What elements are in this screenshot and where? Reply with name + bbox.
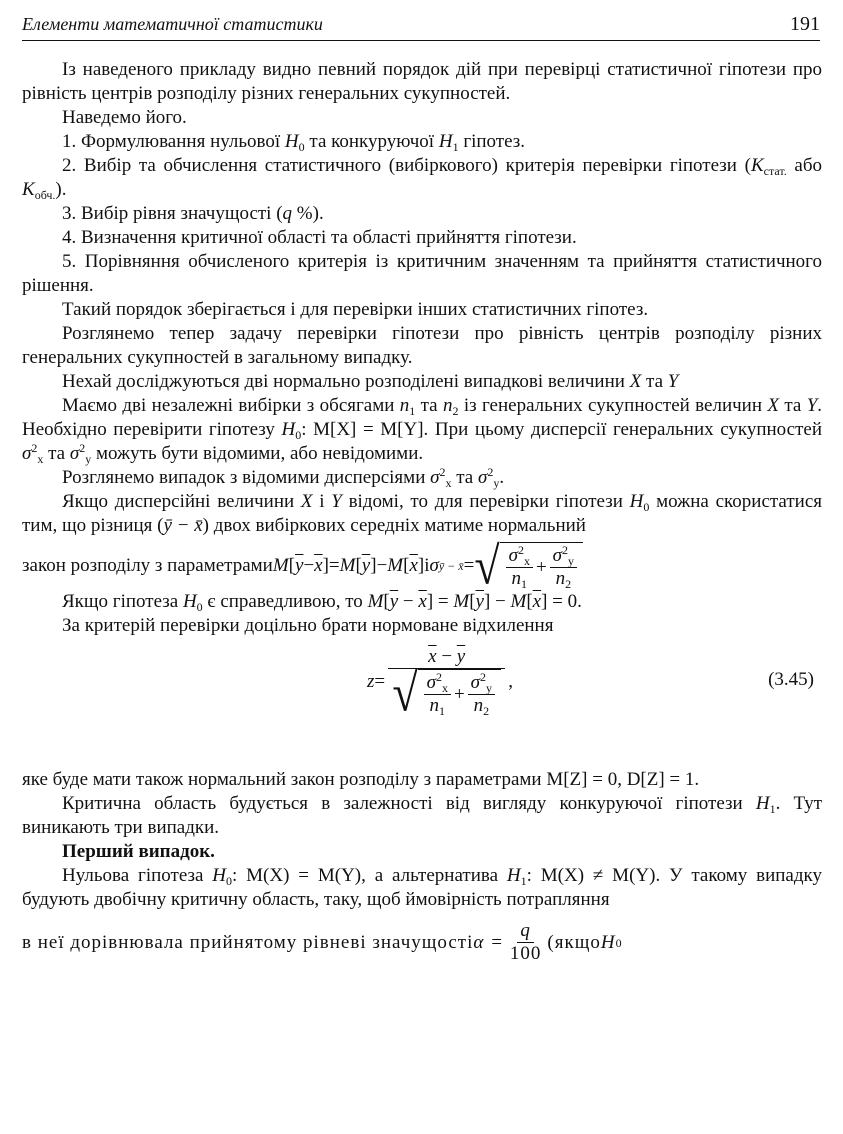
paragraph: Маємо дві незалежні вибірки з обсягами $n_1$ та $n_2$ із генеральних сукупностей величин X та Y. Необхідно перевірити гіпотезу $H_0$: M[X] = M[Y]. При цьому дисперсії генеральних сукупностей $\sigma^2_x$ та $\sigma^2_y$ можуть бути відомими, або невідомими.: [22, 395, 823, 466]
page-body: [22, 58, 822, 965]
step-4: 4. Визначення критичної області та області прийняття гіпотези.: [62, 227, 577, 248]
paragraph: Якщо дисперсійні величини X і Y відомі, то для перевірки гіпотези $H_0$ можна скористатися тим, що різниця (ȳ − x̄) двох вибіркових середніх матиме нормальний: [22, 491, 823, 536]
step-1: 1. Формулювання нульової $H_0$ та конкуруючої $H_1$ гіпотез.: [62, 131, 526, 154]
z-fraction: $\overline{x} - \overline{y}$ √ $\frac{\sigma^2_x}{n_1}$ + $\frac{\sigma^2_y}{n_2}$: [388, 646, 505, 717]
formula-line-params: закон розподілу з параметрами M [ $\overline{y}$ − $\overline{x}$ ] = M [ $\overline{y}$ ] − M [ $\overline{x}$ ] і σ ȳ − x̄ = √ $\frac{\sigma^2_x}{n_1}$ + $\frac{\sigma^2_y}{n_2}$: [22, 542, 822, 590]
page-number: 191: [790, 13, 820, 35]
paragraph: Критична область будується в залежності від вигляду конкуруючої гіпотези $H_1$. Тут виникають три випадки.: [22, 793, 822, 838]
equation-number: (3.45): [768, 669, 814, 690]
step-3: 3. Вибір рівня значущості (q %).: [62, 203, 324, 224]
step-2: 2. Вибір та обчислення статистичного (вибіркового) критерія перевірки гіпотези ($K_{стат.}$ або $K_{обч.}$).: [22, 155, 822, 202]
paragraph: яке буде мати також нормальний закон розподілу з параметрами M[Z] = 0, D[Z] = 1.: [22, 769, 700, 790]
sqrt-expression: √ $\frac{\sigma^2_x}{n_1}$ + $\frac{\sigma^2_y}{n_2}$: [474, 542, 583, 590]
paragraph: Із наведеного прикладу видно певний порядок дій при перевірці статистичної гіпотези про рівність центрів розподілу різних генеральних сукупностей.: [22, 59, 822, 104]
paragraph: Нульова гіпотеза $H_0$: M(X) = M(Y), а альтернатива $H_1$: M(X) ≠ M(Y). У такому випадку будують двобічну критичну область, таку, щоб ймовірність потрапляння: [22, 865, 822, 910]
equation-3-45: z = $\overline{x} - \overline{y}$ √ $\frac{\sigma^2_x}{n_1}$ + $\frac{\sigma^2_y}{n_2}$ , (3.45): [367, 646, 814, 722]
paragraph: За критерій перевірки доцільно брати нормоване відхилення: [62, 615, 554, 636]
paragraph: Наведемо його.: [62, 107, 187, 128]
section-heading: Перший випадок.: [62, 841, 215, 862]
paragraph: Нехай досліджуються дві нормально розподілені випадкові величини X та Y: [62, 371, 679, 392]
step-5: 5. Порівняння обчисленого критерія із критичним значенням та прийняття статистичного рішення.: [22, 251, 822, 296]
paragraph: Такий порядок зберігається і для перевірки інших статистичних гіпотез.: [62, 299, 649, 320]
paragraph: Якщо гіпотеза $H_0$ є справедливою, то $M[\overline{y} - \overline{x}] = M[\overline{y}] - M[\overline{x}] = 0$.: [62, 591, 582, 614]
paragraph: Розглянемо тепер задачу перевірки гіпотези про рівність центрів розподілу різних генеральних сукупностей в загальному випадку.: [22, 323, 822, 368]
page-header: [22, 10, 820, 41]
paragraph: Розглянемо випадок з відомими дисперсіями $\sigma^2_x$ та $\sigma^2_y$.: [62, 465, 505, 490]
running-title: Елементи математичної статистики: [22, 14, 323, 34]
formula-line-alpha: в неї дорівнювала прийнятому рівневі значущості α = $\frac{q}{100}$ (якщо H 0: [22, 920, 623, 964]
